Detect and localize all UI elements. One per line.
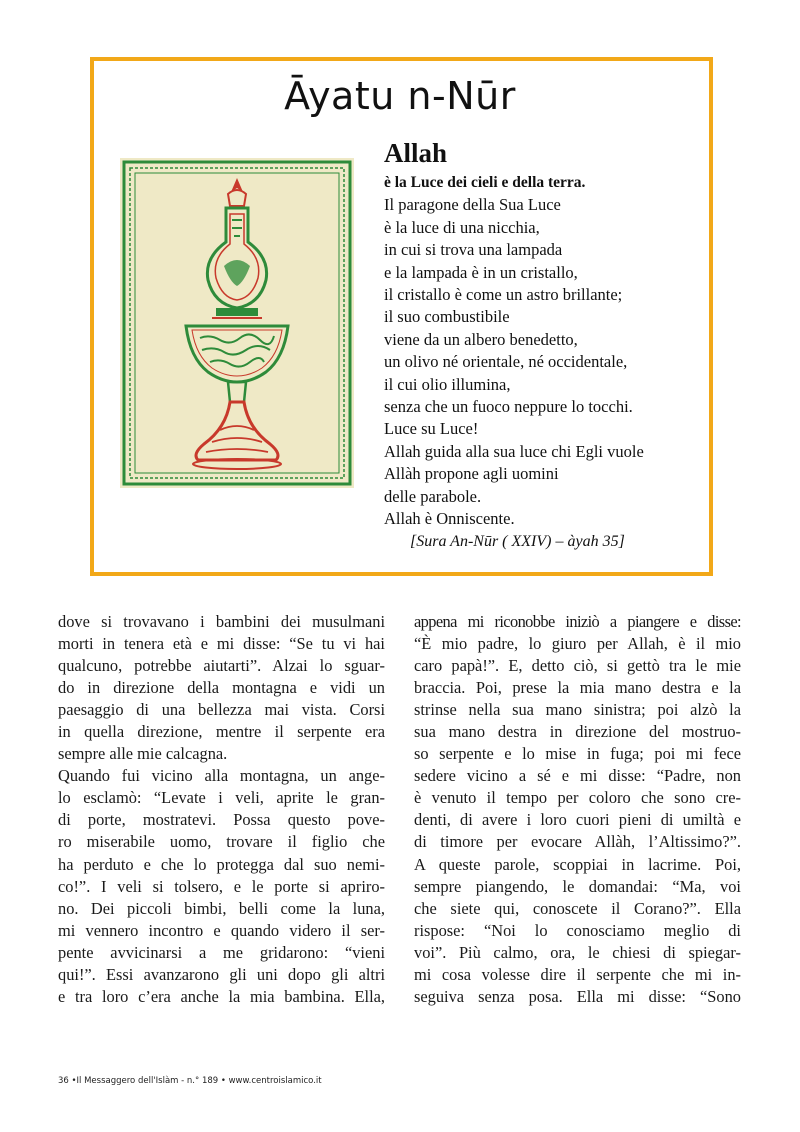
page-footer: 36 •Il Messaggero dell'Islàm - n.° 189 • www.centroislamico.it <box>58 1076 322 1086</box>
text-line: di timore per evocare Allàh, l’Altissimo?”. <box>414 832 741 852</box>
poem-line: Allah è Onniscente. <box>384 509 515 529</box>
text-line: e tra loro c’era anche la mia bambina. Ella, <box>58 986 385 1006</box>
poem-line: il cristallo è come un astro brillante; <box>384 285 623 305</box>
text-line: strinse nella sua mano sinistra; poi alzò la <box>414 700 741 720</box>
poem-line: in cui si trova una lampada <box>384 240 563 260</box>
text-line: è venuto il tempo per coloro che sono cre- <box>414 788 741 808</box>
text-line: sempre piangendo, le domandai: “Ma, voi <box>414 876 741 896</box>
lamp-calligraphy-picture <box>120 158 354 488</box>
text-line: ro miserabile uomo, trovare il figlio che <box>58 832 385 852</box>
text-line: A queste parole, scoppiai in lacrime. Poi, <box>414 854 741 874</box>
poem-heading: Allah <box>384 138 448 168</box>
text-line: no. Dei piccoli bimbi, belli come la luna, <box>58 898 385 918</box>
poem-line: viene da un albero benedetto, <box>384 329 578 349</box>
poem-line: Luce su Luce! <box>384 419 479 439</box>
text-line: lo esclamò: “Levate i veli, aprite le gran- <box>58 788 385 808</box>
poem-line: e la lampada è in un cristallo, <box>384 262 578 282</box>
poem-line: Allàh propone agli uomini <box>384 464 559 484</box>
poem-line: un olivo né orientale, né occidentale, <box>384 352 628 372</box>
text-line: pente avvicinarsi a me gridarono: “vieni <box>58 942 385 962</box>
text-line: mi vennero incontro e quando videro il ser- <box>58 920 385 940</box>
poem-line: Allah guida alla sua luce chi Egli vuole <box>384 441 644 461</box>
poem-subheading: è la Luce dei cieli e della terra. <box>384 174 586 191</box>
text-line: voi”. Più calmo, ora, le chiesi di spiegar- <box>414 942 741 962</box>
text-line: sedere vicino a sé e mi disse: “Padre, non <box>414 766 741 786</box>
text-line: braccia. Poi, prese la mia mano destra e la <box>414 678 741 698</box>
text-line: che siete qui, conoscete il Corano?”. Ella <box>414 898 741 918</box>
text-line: in quella direzione, mentre il serpente era <box>58 722 385 742</box>
text-line: do in direzione della montagna e vidi un <box>58 678 385 698</box>
text-line: di porte, mostratevi. Possa questo pove- <box>58 810 385 830</box>
text-line: caro papà!”. E, detto ciò, si gettò tra le mie <box>414 656 741 676</box>
page-title: Āyatu n-Nūr <box>284 74 516 118</box>
text-line: qualcuno, potrebbe aiutarti”. Alzai lo sguar- <box>58 656 385 676</box>
text-line: qui!”. Essi avanzarono gli uni dopo gli altri <box>58 964 385 984</box>
text-line: “È mio padre, lo giuro per Allah, è il mio <box>414 634 741 654</box>
poem-line: delle parabole. <box>384 486 482 506</box>
text-column-right <box>414 611 741 1008</box>
text-line: co!”. I veli si tolsero, e le porte si apriro- <box>58 876 385 896</box>
poem-line: è la luce di una nicchia, <box>384 217 540 237</box>
poem-line: il suo combustibile <box>384 307 510 327</box>
text-line: rispose: “Noi lo conosciamo meglio di <box>414 920 741 940</box>
poem-line: senza che un fuoco neppure lo tocchi. <box>384 397 633 417</box>
text-line: paesaggio di una bellezza mai vista. Corsi <box>58 700 385 720</box>
verse-poem <box>384 136 704 553</box>
text-line: morti in tenera età e mi disse: “Se tu vi hai <box>58 634 385 654</box>
poem-line: il cui olio illumina, <box>384 374 511 394</box>
poem-line: Il paragone della Sua Luce <box>384 195 561 215</box>
text-line: appena mi riconobbe iniziò a piangere e disse: <box>414 612 741 631</box>
text-line: mi cosa volesse dire il serpente che mi in- <box>414 964 741 984</box>
text-line: sua mano destra in direzione del mostruo- <box>414 722 741 742</box>
text-line: seguiva senza posa. Ella mi disse: “Sono <box>414 986 741 1006</box>
text-line: sempre alle mie calcagna. <box>58 744 228 764</box>
poem-citation: [Sura An-Nūr ( XXIV) – àyah 35] <box>410 532 625 550</box>
text-column-left <box>58 611 385 1008</box>
text-line: ha perduto e che lo protegga dal suo nemi- <box>58 854 385 874</box>
text-line: so serpente e lo mise in fuga; poi mi fece <box>414 744 741 764</box>
text-line: denti, di avere i loro cuori pieni di umiltà e <box>414 810 741 830</box>
text-line: dove si trovavano i bambini dei musulmani <box>58 612 385 631</box>
text-line: Quando fui vicino alla montagna, un ange- <box>58 766 385 786</box>
